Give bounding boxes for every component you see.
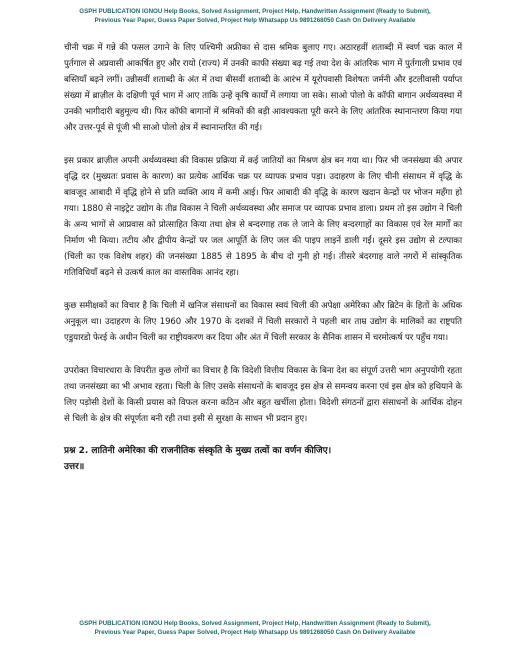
paragraph-1: चीनी चक्र में गन्ने की फसल उगाने के लिए पश्चिमी अफ्रीका से दास श्रमिक बुलाए गए। अठारहवीं शताब्दी में स्वर्ण चक्र काल में पुर्तगाल से अप्रवासी आकर्षित हुए और रायो (राज्य) में उनकी काफी संख्या बढ़ गई तथा देश के आंतरिक भाग में पुर्तगाली प्रभाव एवं बस्तियाँ बढ़ने लगीं। उन्नीसवीं शताब्दी के अंत में तथा बीसवीं शताब्दी के आरंभ में यूरोपवासी विशेषतः जर्मनी और इटलीवासी पर्याप्त संख्या में ब्राज़ील के दक्षिणी पूर्व भाग में आए ताकि उन्हें कृषि कार्यों में लगाया जा सके। साओ पोलो के कॉफी बागान अर्थव्यवस्था में उनकी भागीदारी बहुमूल्य थी। फिर कॉफी बागानों में श्रमिकों की बड़ी आवश्यकता पूरी करने के लिए आंतरिक स्थानान्तरण किया गया और उत्तर-पूर्व से पूंजी भी साओ पोलो क्षेत्र में स्थानान्तरित की गई। bbox=[64, 43, 462, 133]
paragraph-2: इस प्रकार ब्राज़ील अपनी अर्थव्यवस्था की विकास प्रक्रिया में कई जातियों का मिश्रण क्षेत्र बन गया था। फिर भी जनसंख्या की अपार वृद्धि दर (मुख्यतः प्रवास के कारण) का प्रत्येक आर्थिक चक्र पर व्यापक प्रभाव पड़ा। उदाहरण के लिए चीनी संसाधन में वृद्धि के बावजूद आबादी में वृद्धि होने से प्रति व्यक्ति आय में कमी आई। फिर आबादी की वृद्धि के कारण खदान केन्द्रों पर भोजन महँगा हो गया। 1880 से नाइट्रेट उद्योग के तीव्र विकास ने चिली अर्थव्यवस्था और समाज पर व्यापक प्रभाव डाला। प्रथम तो इस उद्योग ने चिली के अन्य भागों से आप्रवास को प्रोत्साहित किया तथा क्षेत्र से बन्दरगाह तक ले जाने के लिए बन्दरगाहों का विकास एवं रेल मार्गों का निर्माण भी किया। तटीय और द्वीपीय केन्द्रों पर जल आपूर्ति के लिए जल की पाइप लाइनें डाली गईं। दूसरे इस उद्योग से टल्पाका (चिली का एक विशेष शहर) की जनसंख्या 1885 से 1895 के बीच दो गुनी हो गई। तीसरे बंदरगाह वाले नगरों में सांस्कृतिक गतिविधियाँ बढ़ने से उत्कर्ष काल का वास्तविक आनंद रहा। bbox=[64, 156, 462, 278]
header-line-2: Previous Year Paper, Guess Paper Solved, Project Help Whatsapp Us 9891268050 Cash On Delivery Available bbox=[94, 16, 416, 24]
footer-line-1: GSPH PUBLICATION IGNOU Help Books, Solved Assignment, Project Help, Handwritten Assignment (Ready to Submit), bbox=[79, 620, 431, 627]
page-footer bbox=[20, 620, 490, 637]
paragraph-3: कुछ समीक्षकों का विचार है कि चिली में खनिज संसाधनों का विकास स्वयं चिली की अपेक्षा अमेरिका और ब्रिटेन के हितों के अधिक अनुकूल था। उदाहरण के लिए 1960 और 1970 के दशकों में चिली सरकारों ने पहली बार ताम्र उद्योग के मालिकों का राष्ट्रपति एडुयारडो फेरई के अधीन चिली का राष्ट्रीयकरण कर दिया और अंत में चिली सरकार के सैनिक शासन में चरमोत्कर्ष पर पहुँच गया। bbox=[64, 301, 462, 343]
answer-label: उत्तर॥ bbox=[64, 462, 85, 472]
document-body bbox=[64, 40, 462, 475]
footer-line-2: Previous Year Paper, Guess Paper Solved, Project Help Whatsapp Us 9891268050 Cash On Delivery Available bbox=[94, 628, 416, 636]
page-header bbox=[20, 8, 490, 25]
question-2: प्रश्न 2. लातिनी अमेरिका की राजनीतिक संस्कृति के मुख्य तत्वों का वर्णन कीजिए। bbox=[64, 446, 332, 456]
paragraph-4: उपरोक्त विचारधारा के विपरीत कुछ लोगों का विचार है कि विदेशी वित्तीय विकास के बिना देश का संपूर्ण उत्तरी भाग अनुपयोगी रहता तथा जनसंख्या का भी अभाव रहता। चिली के लिए उसके संसाधनों के बावजूद इस क्षेत्र से समन्वय करना एवं इस क्षेत्र को हथियाने के लिए पड़ोसी देशों के किसी प्रयास को विफल करना कठिन और बहुत खर्चीला होता। विदेशी संगठनों द्वारा संसाधनों के आर्थिक दोहन से चिली के क्षेत्र की संपूर्णता बनी रही तथा इसी से सुरक्षा के साधन भी प्रदान हुए। bbox=[64, 366, 462, 424]
header-line-1: GSPH PUBLICATION IGNOU Help Books, Solved Assignment, Project Help, Handwritten Assignment (Ready to Submit), bbox=[79, 8, 431, 15]
